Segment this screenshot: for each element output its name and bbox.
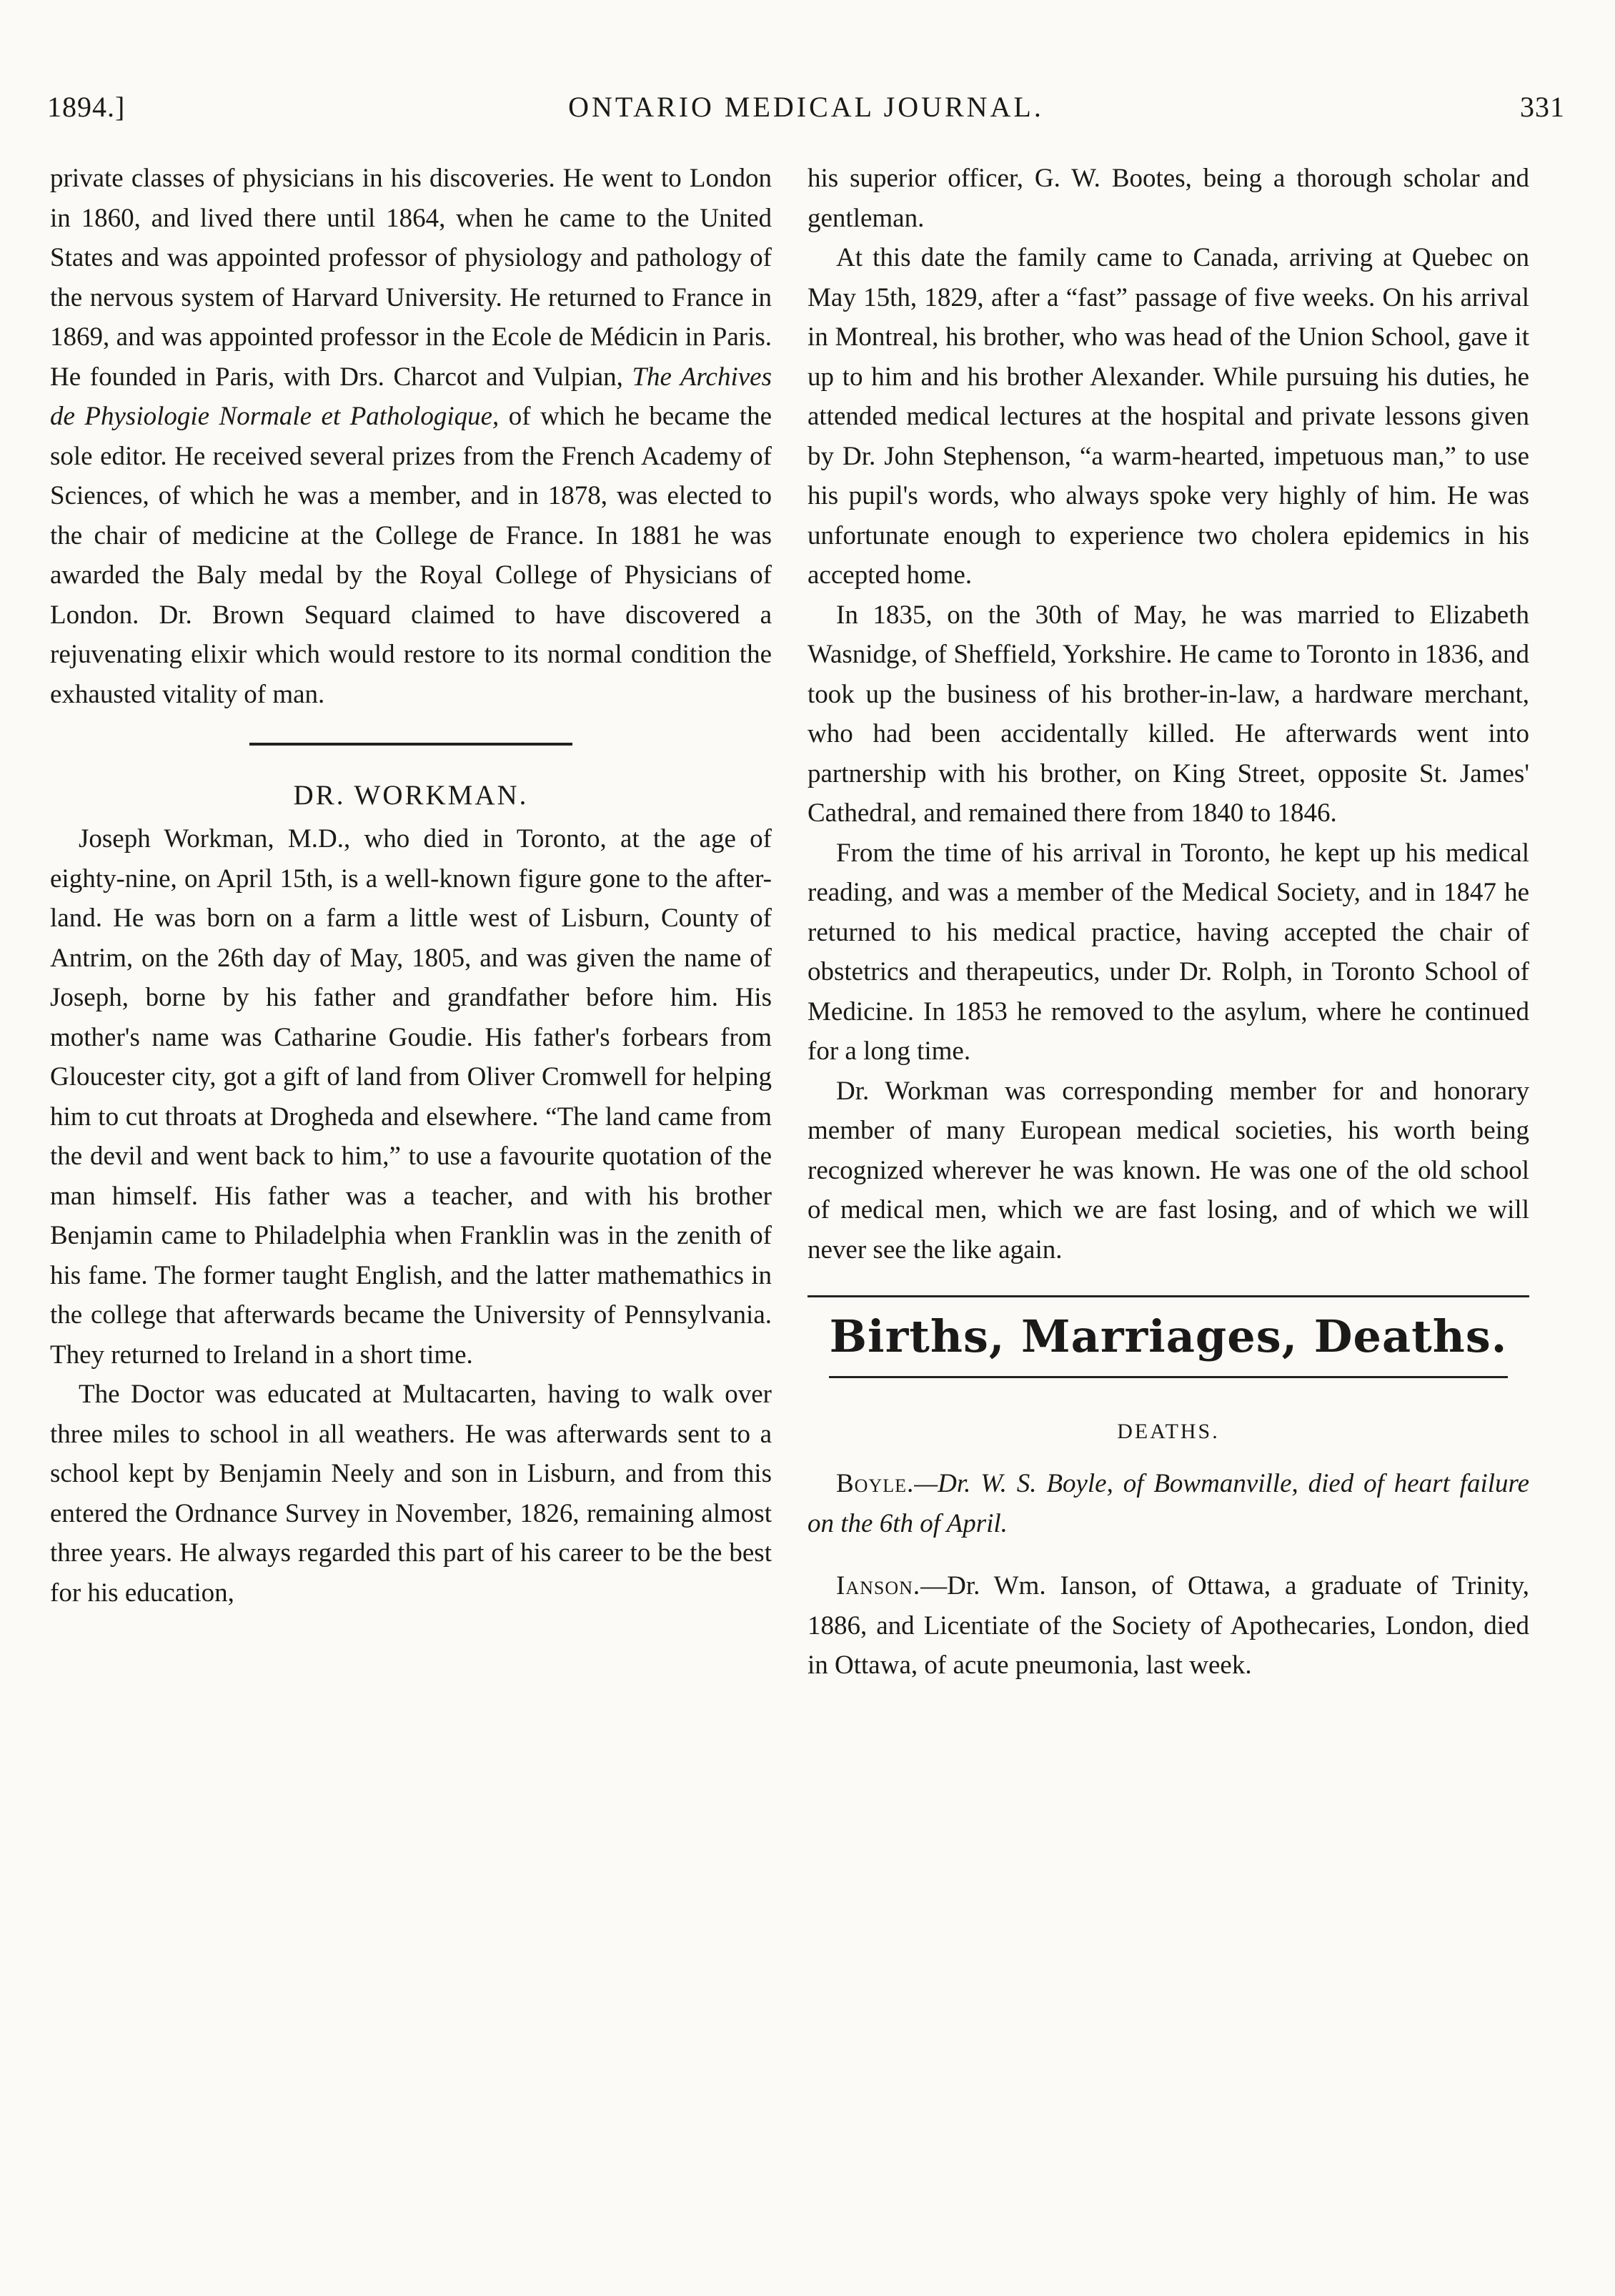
- workman-paragraph-1: Joseph Workman, M.D., who died in Toronto, at the age of eighty-nine, on April 15th, is a well-known figure gone to the after-land. He was born on a farm a little west of Lisburn, County of Antrim, on the 26th day of May, 1805, and was given the name of Joseph, borne by his father and grandfather before him. His mother's name was Catharine Goudie. His father's forbears from Gloucester city, got a gift of land from Oliver Cromwell for helping him to cut throats at Drogheda and elsewhere. “The land came from the devil and went back to him,” to use a favourite quotation of the man himself. His father was a teacher, and with his brother Benjamin came to Philadelphia when Franklin was in the zenith of his fame. The former taught English, and the latter mathemathics in the college that afterwards became the University of Pennsylvania. They returned to Ireland in a short time.: [50, 824, 772, 1370]
- right-column: [807, 159, 1529, 1708]
- workman-paragraph-5: In 1835, on the 30th of May, he was married to Elizabeth Wasnidge, of Sheffield, Yorkshire. He came to Toronto in 1836, and took up the business of his brother-in-law, a hardware merchant, who had been accidentally killed. He afterwards went into partnership with his brother, on King Street, opposite St. James' Cathedral, and remained there from 1840 to 1846.: [807, 600, 1529, 828]
- death-notice-ianson: [807, 1566, 1529, 1686]
- running-header: [47, 90, 1565, 133]
- paragraph-text: private classes of physicians in his discoveries. He went to London in 1860, and lived there until 1864, when he came to the United States and was appointed professor of physiology and pathology of the nervous system of Harvard University. He returned to France in 1869, and was appointed professor in the Ecole de Médicin in Paris. He founded in Paris, with Drs. Charcot and Vulpian,: [50, 164, 772, 392]
- heading-underline: [829, 1376, 1507, 1378]
- workman-paragraph-3: his superior officer, G. W. Bootes, being a thorough scholar and gentleman.: [807, 164, 1529, 233]
- workman-paragraph-4: At this date the family came to Canada, arriving at Quebec on May 15th, 1829, after a “fast” passage of five weeks. On his arrival in Montreal, his brother, who was head of the Union School, gave it up to him and his brother Alexander. While pursuing his duties, he attended medical lectures at the hospital and private lessons given by Dr. John Stephenson, “a warm-hearted, impetuous man,” to use his pupil's words, who always spoke very highly of him. He was unfortunate enough to experience two cholera epidemics in his accepted home.: [807, 243, 1529, 590]
- births-marriages-deaths-heading: Births, Marriages, Deaths.: [829, 1310, 1508, 1362]
- deceased-name: Ianson.: [836, 1571, 921, 1600]
- section-divider: [249, 743, 572, 746]
- journal-title: ONTARIO MEDICAL JOURNAL.: [568, 91, 1044, 123]
- left-column: [50, 159, 772, 1613]
- page-number: 331: [1520, 91, 1565, 123]
- paragraph-text: of which he became the sole editor. He received several prizes from the French Academy of Sciences, of which he was a member, and in 1878, was elected to the chair of medicine at the College de France. In 1881 he was awarded the Baly medal by the Royal College of Physicians of London. Dr. Brown Sequard claimed to have discovered a rejuvenating elixir which would restore to its normal condition the exhausted vitality of man.: [50, 402, 772, 709]
- notice-text: —Dr. Wm. Ianson, of Ottawa, a graduate of Trinity, 1886, and Licentiate of the Society of Apothecaries, London, died in Ottawa, of acute pneumonia, last week.: [807, 1571, 1529, 1680]
- brown-sequard-paragraph: [50, 159, 772, 714]
- workman-paragraph-2: The Doctor was educated at Multacarten, having to walk over three miles to school in all weathers. He was afterwards sent to a school kept by Benjamin Neely and son in Lisburn, and from this entered the Ordnance Survey in November, 1826, remaining almost three years. He always regarded this part of his career to be the best for his education,: [50, 1380, 772, 1608]
- header-year: 1894.]: [47, 91, 126, 123]
- workman-paragraph-6: From the time of his arrival in Toronto, he kept up his medical reading, and was a member of the Medical Society, and in 1847 he returned to his medical practice, having accepted the chair of obstetrics and therapeutics, under Dr. Rolph, in Toronto School of Medicine. In 1853 he removed to the asylum, where he continued for a long time.: [807, 838, 1529, 1066]
- journal-name: The Archives de Physiologie Normale et Pathologique,: [50, 362, 772, 431]
- workman-paragraph-7: Dr. Workman was corresponding member for and honorary member of many European medical societies, his worth being recognized wherever he was known. He was one of the old school of medical men, which we are fast losing, and of which we will never see the like again.: [807, 1076, 1529, 1265]
- deaths-heading: DEATHS.: [1117, 1420, 1220, 1443]
- deceased-name: Boyle.: [836, 1469, 915, 1498]
- notice-text: —Dr. W. S. Boyle, of Bowmanville, died of heart failure on the 6th of April.: [807, 1469, 1529, 1538]
- death-notice-boyle: [807, 1464, 1529, 1543]
- workman-heading: DR. WORKMAN.: [293, 780, 529, 811]
- deaths-list: [807, 1464, 1529, 1686]
